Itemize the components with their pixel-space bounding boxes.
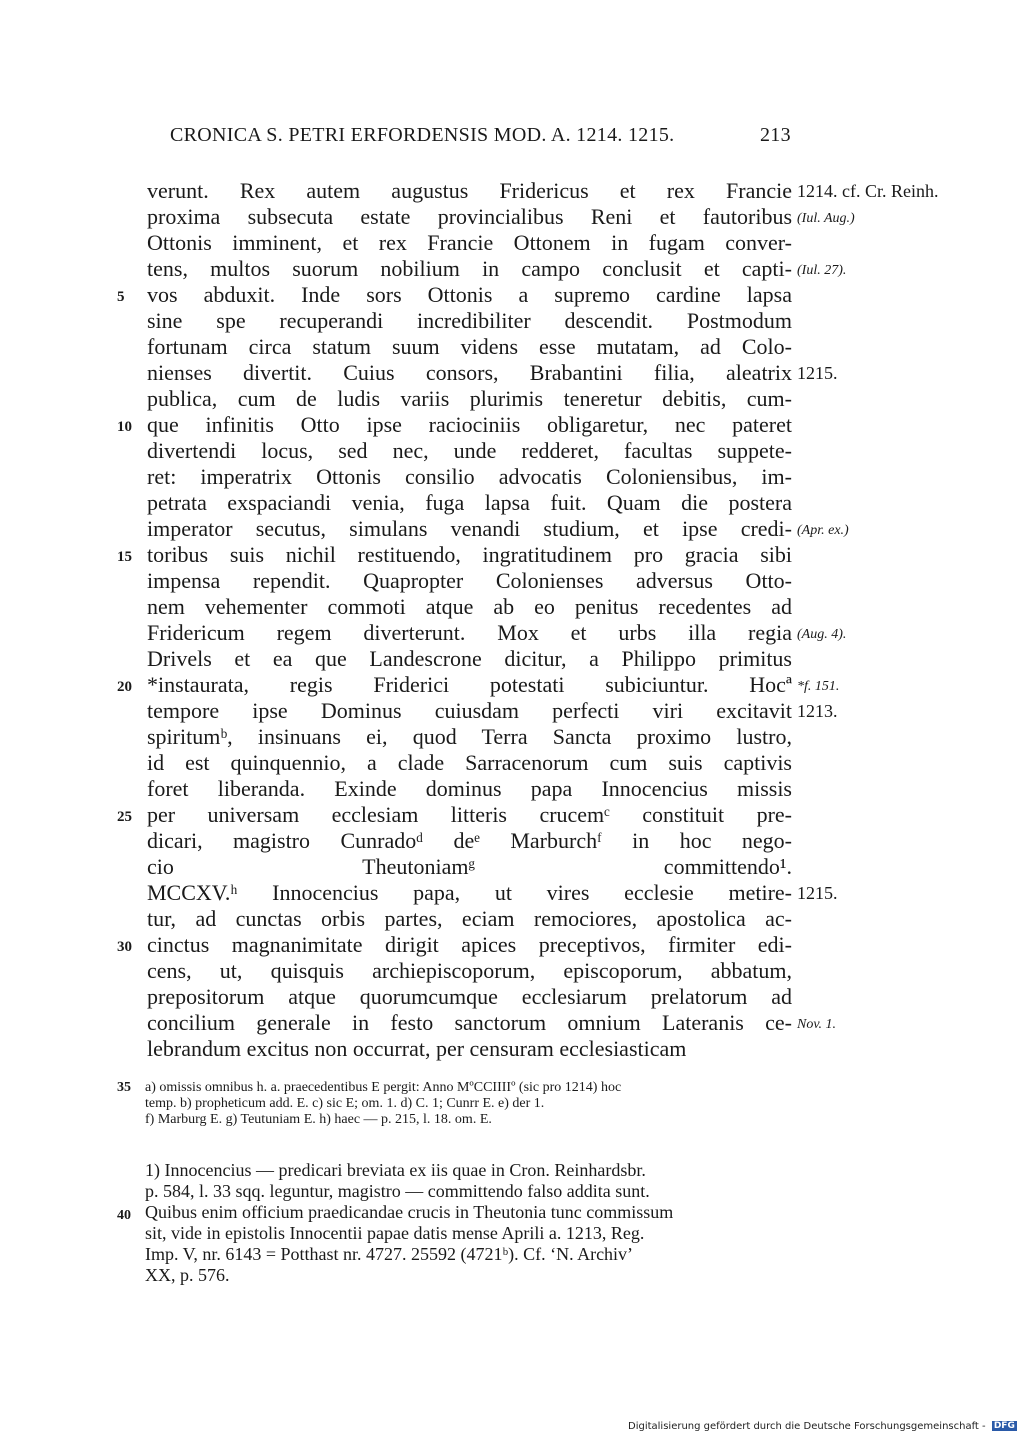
line-text: temp. b) propheticum add. E. c) sic E; om. 1. d) C. 1; Cunrr E. e) der 1. [145, 1096, 545, 1111]
line-text: lebrandum excitus non occurrat, per censuram ecclesiasticam [147, 1036, 687, 1061]
page-number: 213 [760, 124, 791, 146]
line-number: 35 [117, 1080, 131, 1095]
line-text: Drivels et ea que Landescrone dicitur, a Philippo primitus [147, 646, 792, 671]
credit-text: Digitalisierung gefördert durch die Deutsche Forschungsgemeinschaft - [628, 1421, 986, 1432]
line-text: XX, p. 576. [145, 1265, 230, 1285]
line-line [147, 490, 792, 516]
line-text: vos abduxit. Inde sors Ottonis a supremo cardine lapsa [147, 282, 792, 307]
line-number: 15 [117, 549, 132, 565]
line-line [147, 516, 849, 542]
line-line [147, 724, 792, 750]
line-line [147, 568, 792, 594]
line-text: cens, ut, quisquis archiepiscoporum, episcoporum, abbatum, [147, 958, 792, 983]
line-text: prepositorum atque quorumcumque ecclesiarum prelatorum ad [147, 984, 792, 1009]
line-text: tur, ad cunctas orbis partes, eciam remociores, apostolica ac- [147, 906, 792, 931]
margin-note: Nov. 1. [797, 1017, 837, 1032]
line-text: fortunam circa statum suum videns esse mutatam, ad Colo- [147, 334, 792, 359]
line-number: 25 [117, 809, 132, 825]
footnotes [117, 1160, 795, 1286]
line-number: 5 [117, 289, 125, 305]
line-text: foret liberanda. Exinde dominus papa Innocencius missis [147, 776, 792, 801]
line-line [147, 750, 792, 776]
header-title: CRONICA S. PETRI ERFORDENSIS MOD. A. 1214. 1215. [170, 124, 675, 146]
line-line [147, 1010, 837, 1036]
line-text: spiritumᵇ, insinuans ei, quod Terra Sancta proximo lustro, [147, 724, 792, 749]
line-line [147, 958, 792, 984]
main-text [117, 178, 939, 1062]
digitization-credit [628, 1421, 1015, 1432]
line-text: impensa rependit. Quapropter Colonienses adversus Otto- [147, 568, 792, 593]
line-line [147, 906, 792, 932]
line-line [117, 802, 792, 828]
line-text: ret: imperatrix Ottonis consilio advocatis Coloniensibus, im- [147, 464, 792, 489]
margin-note: 1215. [797, 883, 838, 903]
line-line [147, 360, 838, 386]
line-line [147, 256, 847, 282]
line-text: sine spe recuperandi incredibiliter descendit. Postmodum [147, 308, 792, 333]
line-text: divertendi locus, sed nec, unde redderet, facultas suppete- [147, 438, 792, 463]
line-text: tempore ipse Dominus cuiusdam perfecti viri excitavit [147, 698, 792, 723]
footnote-line [117, 1202, 795, 1223]
line-line [147, 204, 855, 230]
line-line [117, 672, 840, 698]
line-text: Imp. V, nr. 6143 = Potthast nr. 4727. 25592 (4721ᵇ). Cf. ‘N. Archiv’ [145, 1244, 634, 1264]
line-text: *instaurata, regis Friderici potestati subiciuntur. Hocª [147, 672, 792, 697]
line-text: MCCXV.ʰ Innocencius papa, ut vires ecclesie metire- [147, 880, 792, 905]
margin-note: *f. 151. [797, 679, 840, 694]
line-number: 40 [117, 1208, 131, 1223]
line-text: sit, vide in epistolis Innocentii papae datis mense Aprili a. 1213, Reg. [145, 1223, 645, 1243]
dfg-logo: DFG [993, 1421, 1015, 1431]
line-line [147, 438, 792, 464]
margin-note: (Iul. Aug.) [797, 211, 855, 226]
line-line [147, 620, 847, 646]
line-text: Fridericum regem diverterunt. Mox et urbs illa regia [147, 620, 792, 645]
margin-note: (Aug. 4). [797, 627, 847, 642]
line-number: 20 [117, 679, 132, 695]
line-line [117, 282, 792, 308]
line-line [147, 646, 792, 672]
footnote-line [145, 1265, 795, 1286]
line-text: verunt. Rex autem augustus Fridericus et rex Francie [147, 178, 792, 203]
line-line [147, 698, 838, 724]
line-text: f) Marburg E. g) Teutuniam E. h) haec — p. 215, l. 18. om. E. [145, 1112, 492, 1127]
line-line [147, 334, 792, 360]
line-text: Quibus enim officium praedicandae crucis in Theutonia tunc commissum [145, 1202, 674, 1222]
line-line [147, 308, 792, 334]
line-line [147, 828, 792, 854]
footnote-line [145, 1244, 795, 1265]
line-text: que infinitis Otto ipse raciociniis obligaretur, nec pateret [147, 412, 792, 437]
line-text: nienses divertit. Cuius consors, Brabantini filia, aleatrix [147, 360, 792, 385]
line-line [147, 386, 792, 412]
line-text: concilium generale in festo sanctorum omnium Lateranis ce- [147, 1010, 792, 1035]
note-line [145, 1112, 795, 1128]
line-line [147, 178, 939, 204]
line-line [147, 464, 792, 490]
line-line [117, 542, 792, 568]
margin-note: 1215. [797, 363, 838, 383]
line-line [147, 776, 792, 802]
margin-note: (Iul. 27). [797, 263, 847, 278]
margin-note: 1214. cf. Cr. Reinh. [797, 181, 939, 201]
critical-apparatus [117, 1080, 795, 1128]
line-text: per universam ecclesiam litteris crucemᶜ constituit pre- [147, 802, 792, 827]
running-header [170, 124, 810, 147]
line-line [147, 230, 792, 256]
line-text: toribus suis nichil restituendo, ingratitudinem pro gracia sibi [147, 542, 792, 567]
line-text: p. 584, l. 33 sqq. leguntur, magistro — committendo falso addita sunt. [145, 1181, 650, 1201]
line-text: nem vehementer commoti atque ab eo penitus recedentes ad [147, 594, 792, 619]
footnote-line [145, 1181, 795, 1202]
line-number: 10 [117, 419, 132, 435]
line-text: 1) Innocencius — predicari breviata ex iis quae in Cron. Reinhardsbr. [145, 1160, 646, 1180]
line-text: tens, multos suorum nobilium in campo conclusit et capti- [147, 256, 792, 281]
line-line [147, 854, 792, 880]
line-text: proxima subsecuta estate provincialibus Reni et fautoribus [147, 204, 792, 229]
line-text: a) omissis omnibus h. a. praecedentibus E pergit: Anno MºCCIIIIº (sic pro 1214) hoc [145, 1080, 622, 1095]
line-line [147, 1036, 792, 1062]
line-text: Ottonis imminent, et rex Francie Ottonem in fugam conver- [147, 230, 792, 255]
line-number: 30 [117, 939, 132, 955]
footnote-line [145, 1223, 795, 1244]
footnote-line [145, 1160, 795, 1181]
line-text: dicari, magistro Cunradoᵈ deᵉ Marburchᶠ in hoc nego- [147, 828, 792, 853]
line-text: imperator secutus, simulans venandi studium, et ipse credi- [147, 516, 792, 541]
line-line [147, 880, 838, 906]
line-text: id est quinquennio, a clade Sarracenorum cum suis captivis [147, 750, 792, 775]
margin-note: (Apr. ex.) [797, 523, 849, 538]
line-line [117, 412, 792, 438]
line-line [117, 932, 792, 958]
line-text: cio Theutoniamᵍ committendo¹. [147, 854, 792, 879]
note-line [117, 1080, 795, 1096]
line-line [147, 594, 792, 620]
margin-note: 1213. [797, 701, 838, 721]
line-line [147, 984, 792, 1010]
line-text: petrata exspaciandi venia, fuga lapsa fuit. Quam die postera [147, 490, 792, 515]
note-line [145, 1096, 795, 1112]
line-text: cinctus magnanimitate dirigit apices preceptivos, firmiter edi- [147, 932, 792, 957]
line-text: publica, cum de ludis variis plurimis teneretur debitis, cum- [147, 386, 792, 411]
